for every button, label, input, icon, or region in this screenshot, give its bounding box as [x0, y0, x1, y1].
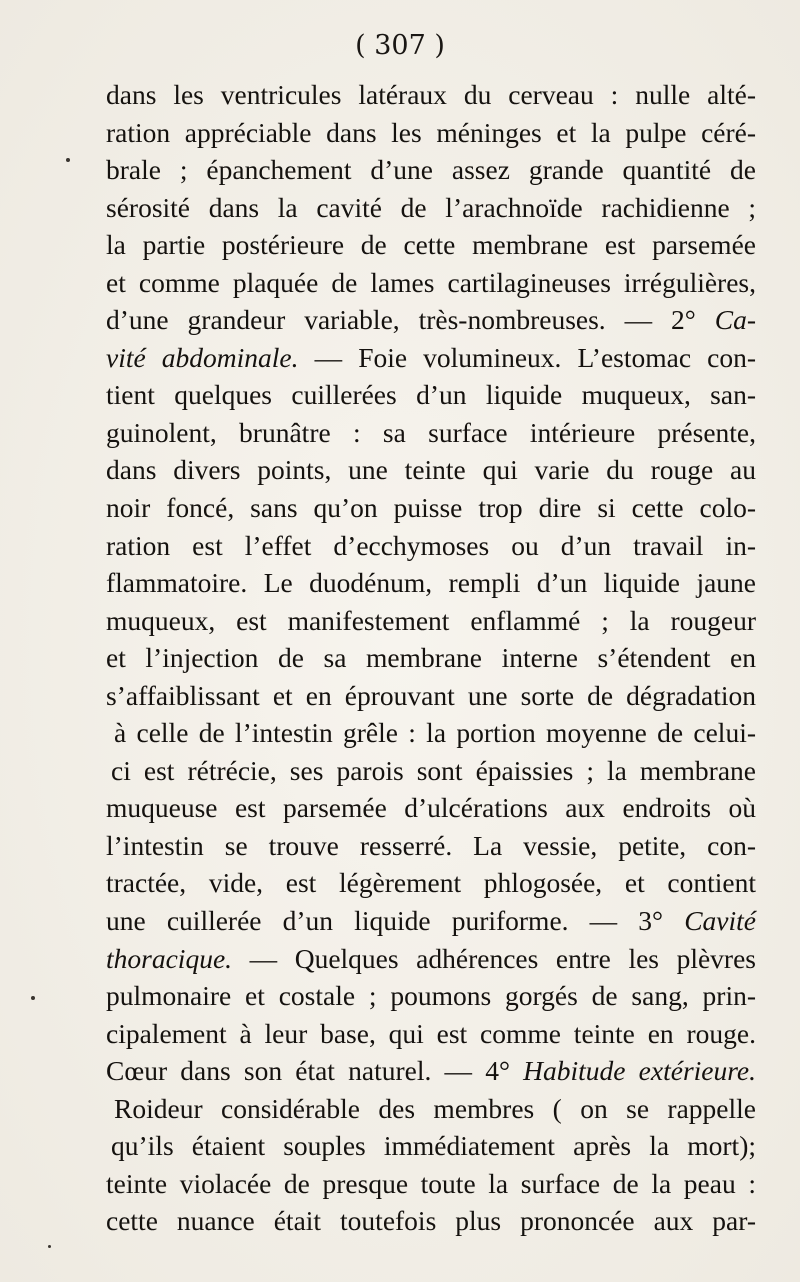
line-text: ration est l’effet d’ecchymoses ou d’un travail in- — [106, 529, 756, 561]
text-line — [106, 639, 756, 677]
line-text: flammatoire. Le duodénum, rempli d’un liquide jaune — [106, 567, 756, 599]
text-line — [106, 489, 756, 527]
line-text: cipalement à leur base, qui est comme teinte en rouge. — [106, 1017, 756, 1049]
line-text: sérosité dans la cavité de l’arachnoïde rachidienne ; — [106, 191, 756, 223]
text-line — [106, 977, 756, 1015]
line-text: tractée, vide, est légèrement phlogosée, et contient — [106, 867, 756, 899]
text-line — [106, 114, 756, 152]
line-text: muqueuse est parsemée d’ulcérations aux endroits où — [106, 792, 756, 824]
line-text: dans divers points, une teinte qui varie du rouge au — [106, 454, 756, 486]
text-line — [106, 677, 756, 715]
line-text: qu’ils étaient souples immédiatement après la mort); — [111, 1130, 756, 1162]
line-text: et comme plaquée de lames cartilagineuses irrégulières, — [106, 266, 756, 298]
italic-text: Cavité — [684, 905, 756, 937]
line-text: une cuillerée d’un liquide puriforme. — 3° — [106, 905, 685, 937]
text-line — [106, 1202, 756, 1240]
text-line — [106, 451, 756, 489]
text-line — [106, 76, 756, 114]
text-line — [106, 151, 756, 189]
line-text: l’intestin se trouve resserré. La vessie, petite, con- — [106, 829, 756, 861]
ink-speck — [66, 158, 70, 162]
text-line — [106, 1052, 756, 1090]
text-line — [106, 376, 756, 414]
text-line — [106, 339, 756, 377]
text-line — [106, 414, 756, 452]
page-number: ( 307 ) — [355, 30, 445, 61]
line-text: pulmonaire et costale ; poumons gorgés de sang, prin- — [106, 980, 756, 1012]
text-line — [106, 602, 756, 640]
line-text: — Quelques adhérences entre les plèvres — [232, 942, 756, 974]
italic-text: Ca- — [714, 304, 756, 336]
italic-text: thoracique. — [106, 942, 233, 974]
line-text: cette nuance était toutefois plus prononcée aux par- — [106, 1205, 756, 1237]
line-text: — Foie volumineux. L’estomac con- — [298, 341, 756, 373]
text-line — [106, 789, 756, 827]
italic-text: Habitude extérieure. — [523, 1055, 757, 1087]
text-line — [106, 264, 756, 302]
text-line — [106, 752, 756, 790]
text-line — [106, 714, 756, 752]
line-text: guinolent, brunâtre : sa surface intérieure présente, — [106, 416, 756, 448]
line-text: muqueux, est manifestement enflammé ; la rougeur — [106, 604, 756, 636]
text-line — [106, 1015, 756, 1053]
text-line — [106, 189, 756, 227]
line-text: noir foncé, sans qu’on puisse trop dire si cette colo- — [106, 492, 756, 524]
text-line — [106, 1165, 756, 1203]
ink-speck — [48, 1245, 51, 1248]
text-line — [106, 864, 756, 902]
line-text: s’affaiblissant et en éprouvant une sorte de dégradation — [106, 679, 756, 711]
line-text: Roideur considérable des membres ( on se rappelle — [114, 1092, 756, 1124]
line-text: d’une grandeur variable, très-nombreuses. — 2° — [106, 304, 715, 336]
text-line — [106, 940, 756, 978]
text-line — [106, 827, 756, 865]
body-text — [106, 76, 756, 1240]
line-text: ci est rétrécie, ses parois sont épaissies ; la membrane — [111, 754, 756, 786]
text-line — [106, 226, 756, 264]
line-text: et l’injection de sa membrane interne s’étendent en — [106, 642, 756, 674]
line-text: Cœur dans son état naturel. — 4° — [106, 1055, 524, 1087]
line-text: ration appréciable dans les méninges et la pulpe céré- — [106, 116, 756, 148]
line-text: tient quelques cuillerées d’un liquide muqueux, san- — [106, 379, 756, 411]
italic-text: vité abdominale. — [106, 341, 299, 373]
text-line — [106, 564, 756, 602]
ink-speck — [31, 996, 35, 1000]
line-text: dans les ventricules latéraux du cerveau : nulle alté- — [106, 79, 756, 110]
text-line — [106, 902, 756, 940]
text-line — [106, 301, 756, 339]
line-text: teinte violacée de presque toute la surface de la peau : — [106, 1167, 756, 1199]
line-text: la partie postérieure de cette membrane est parsemée — [106, 229, 756, 261]
text-line — [106, 1090, 756, 1128]
text-line — [106, 527, 756, 565]
line-text: à celle de l’intestin grêle : la portion moyenne de celui- — [114, 717, 756, 749]
line-text: brale ; épanchement d’une assez grande quantité de — [106, 154, 756, 186]
text-line — [106, 1127, 756, 1165]
